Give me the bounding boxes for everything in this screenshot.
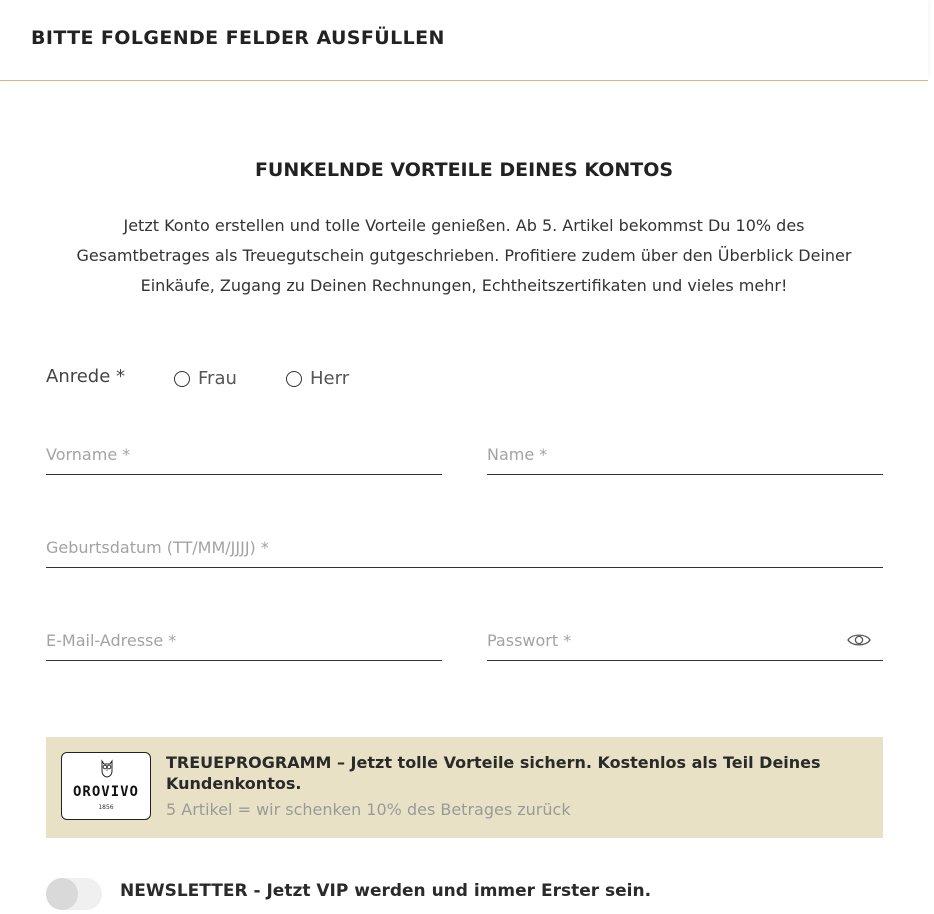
birthdate-input[interactable]	[46, 527, 883, 567]
loyalty-title: TREUEPROGRAMM – Jetzt tolle Vorteile sichern. Kostenlos als Teil Deines Kundenkontos.	[166, 753, 821, 793]
firstname-input[interactable]	[46, 434, 442, 474]
salutation-label: Anrede *	[46, 366, 126, 387]
benefits-text: Jetzt Konto erstellen und tolle Vorteile genießen. Ab 5. Artikel bekommst Du 10% des Gesamtbetrages als Treuegutschein gutgeschrieben. Profitiere zudem über den Überblick Deiner Einkäufe, Zugang zu Deinen Rechnungen, Echtheitszertifikaten und vieles mehr!	[76, 216, 852, 295]
form-header	[0, 0, 928, 81]
radio-label-frau: Frau	[198, 368, 237, 389]
salutation-radio-herr[interactable]	[286, 368, 349, 389]
salutation-radio-frau[interactable]	[174, 368, 237, 389]
newsletter-toggle[interactable]	[46, 878, 102, 910]
lastname-field[interactable]	[487, 434, 883, 475]
password-input[interactable]	[487, 620, 827, 660]
loyalty-subtitle: 5 Artikel = wir schenken 10% des Betrages zurück	[166, 800, 571, 819]
benefits-title: FUNKELNDE VORTEILE DEINES KONTOS	[254, 159, 674, 181]
logo-wordmark: OROVIVO	[72, 784, 139, 800]
radio-label-herr: Herr	[310, 368, 350, 389]
birthdate-field[interactable]	[46, 527, 883, 568]
email-input[interactable]	[46, 620, 442, 660]
toggle-knob	[46, 878, 78, 910]
radio-circle[interactable]	[174, 371, 190, 387]
password-field[interactable]	[487, 620, 883, 661]
radio-circle[interactable]	[286, 371, 302, 387]
logo-year: 1856	[98, 804, 114, 811]
owl-icon	[99, 759, 115, 783]
loyalty-program-banner	[46, 737, 883, 838]
email-field[interactable]	[46, 620, 442, 661]
orovivo-logo	[61, 752, 151, 820]
firstname-field[interactable]	[46, 434, 442, 475]
eye-icon[interactable]	[847, 632, 871, 648]
newsletter-label: NEWSLETTER - Jetzt VIP werden und immer Erster sein.	[120, 881, 652, 901]
lastname-input[interactable]	[487, 434, 883, 474]
header-title: BITTE FOLGENDE FELDER AUSFÜLLEN	[31, 27, 445, 49]
